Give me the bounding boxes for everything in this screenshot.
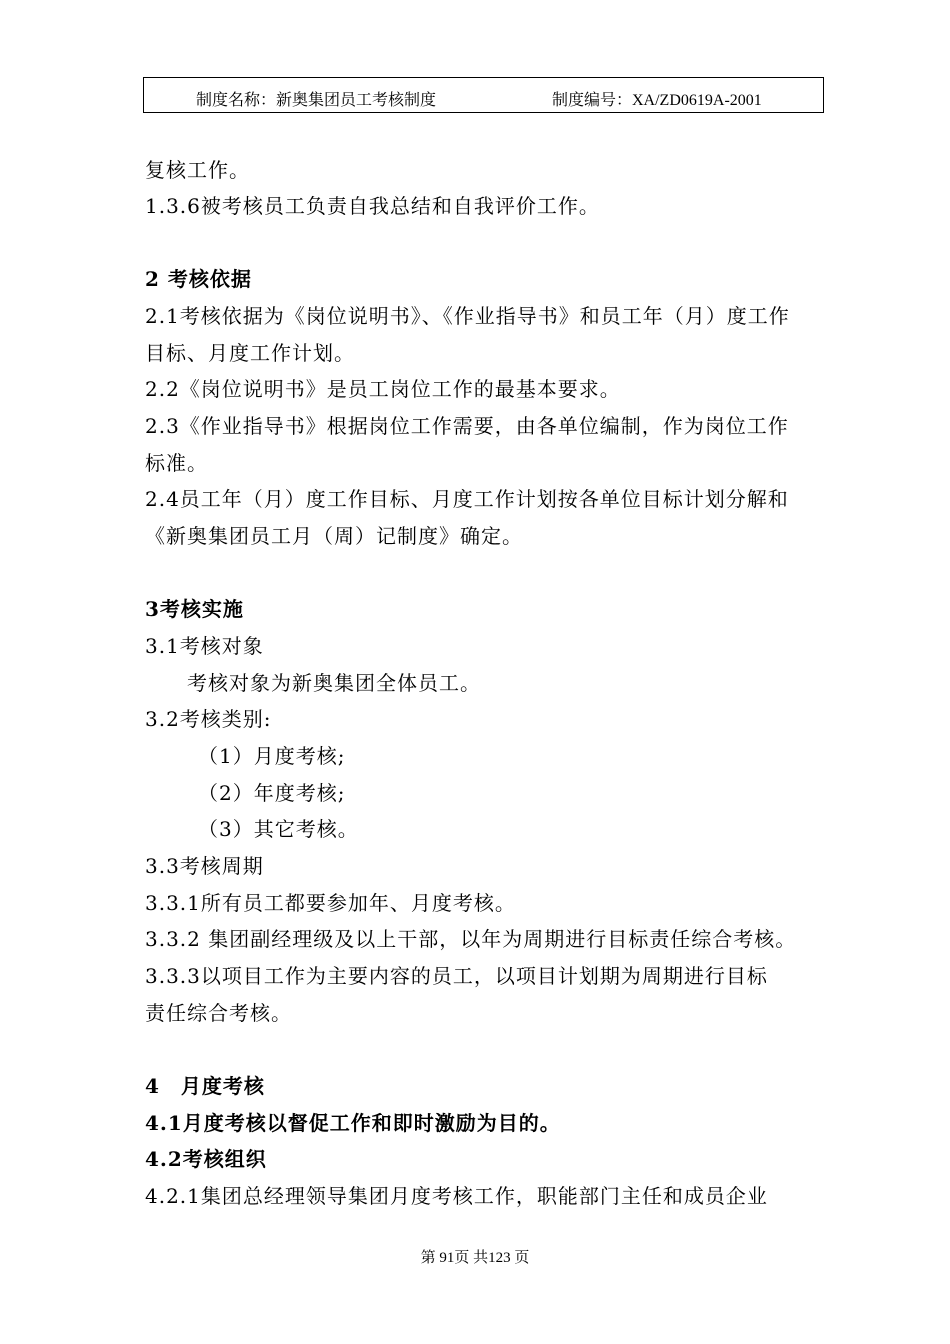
text-line: 2.1考核依据为《岗位说明书》、《作业指导书》和员工年（月）度工作 bbox=[145, 304, 790, 328]
text-line: 目标、月度工作计划。 bbox=[145, 341, 355, 365]
text-line: 2.3《作业指导书》根据岗位工作需要，由各单位编制，作为岗位工作 bbox=[145, 414, 789, 438]
page-number: 第 91页 共123 页 bbox=[420, 1250, 530, 1266]
text-line: 1.3.6被考核员工负责自我总结和自我评价工作。 bbox=[145, 194, 600, 218]
bold-text-line: 4.2考核组织 bbox=[145, 1147, 267, 1171]
bold-text-line: 4.1月度考核以督促工作和即时激励为目的。 bbox=[145, 1111, 561, 1135]
text-line: 3.3.2 集团副经理级及以上干部，以年为周期进行目标责任综合考核。 bbox=[145, 927, 797, 951]
list-item: （2）年度考核; bbox=[198, 781, 346, 805]
text-line: 考核对象为新奥集团全体员工。 bbox=[187, 671, 481, 695]
text-line: 3.3.1所有员工都要参加年、月度考核。 bbox=[145, 891, 516, 915]
text-line: 2.2《岗位说明书》是员工岗位工作的最基本要求。 bbox=[145, 377, 621, 401]
text-line: 3.3.3以项目工作为主要内容的员工，以项目计划期为周期进行目标 bbox=[145, 964, 768, 988]
text-line: 4.2.1集团总经理领导集团月度考核工作，职能部门主任和成员企业 bbox=[145, 1184, 768, 1208]
text-line: 3.2考核类别: bbox=[145, 707, 272, 731]
section-heading: 3考核实施 bbox=[145, 597, 244, 621]
policy-name: 制度名称：新奥集团员工考核制度 bbox=[196, 92, 437, 109]
list-item: （3）其它考核。 bbox=[198, 817, 359, 841]
section-heading: 2 考核依据 bbox=[145, 267, 252, 291]
policy-code: 制度编号：XA/ZD0619A-2001 bbox=[552, 92, 762, 109]
document-header bbox=[143, 77, 824, 113]
text-line: 复核工作。 bbox=[145, 158, 250, 182]
list-item: （1）月度考核; bbox=[198, 744, 346, 768]
text-line: 2.4员工年（月）度工作目标、月度工作计划按各单位目标计划分解和 bbox=[145, 487, 789, 511]
text-line: 3.3考核周期 bbox=[145, 854, 264, 878]
text-line: 标准。 bbox=[145, 451, 208, 475]
text-line: 3.1考核对象 bbox=[145, 634, 264, 658]
text-line: 责任综合考核。 bbox=[145, 1001, 292, 1025]
section-heading: 4 月度考核 bbox=[145, 1074, 265, 1098]
text-line: 《新奥集团员工月（周）记制度》确定。 bbox=[145, 524, 523, 548]
